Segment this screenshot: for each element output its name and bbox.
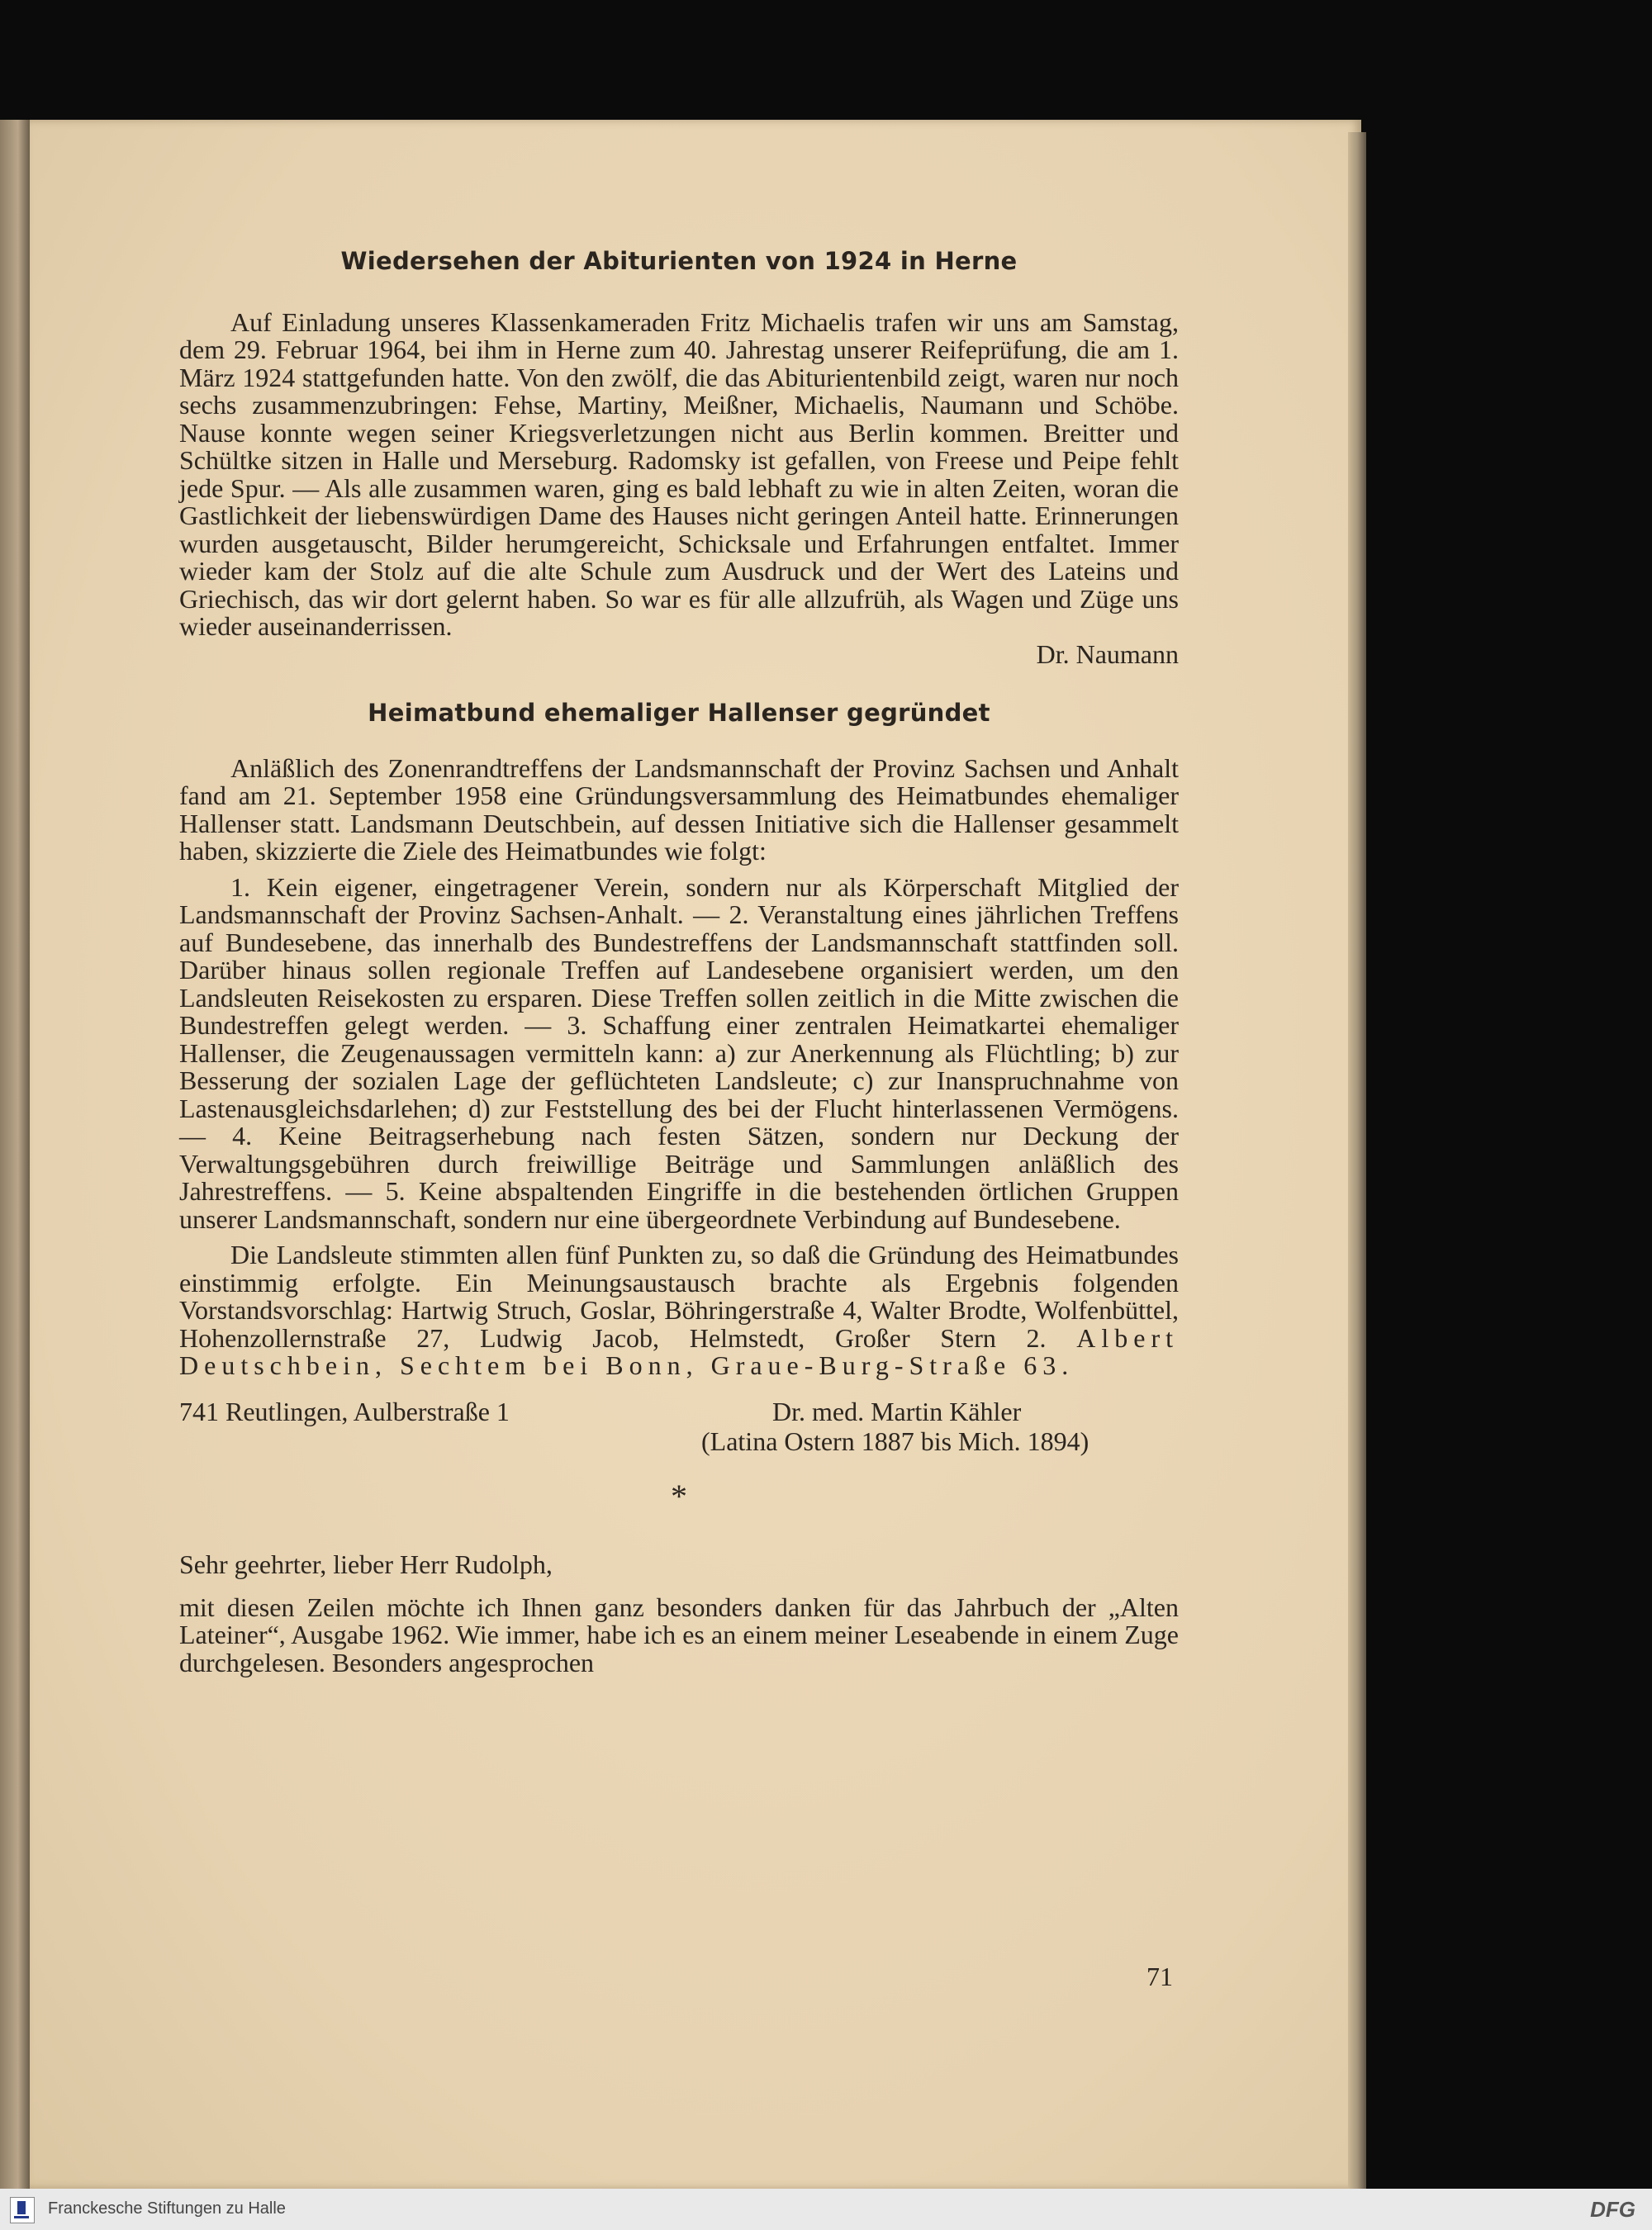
section-separator: * bbox=[671, 1477, 687, 1515]
footer-institution[interactable]: Franckesche Stiftungen zu Halle bbox=[48, 2199, 286, 2218]
left-page-edge bbox=[0, 120, 30, 2189]
article1-title: Wiedersehen der Abiturienten von 1924 in Herne bbox=[340, 247, 1018, 275]
article2-points: 1. Kein eigener, eingetragener Verein, sondern nur als Körperschaft Mitglied der Landsmannschaft der Provinz Sachsen-Anhalt. — 2. Veranstaltung eines jährlichen Treffens auf Bundesebene, das innerhalb des Bundestreffens der Landsmannschaft stattfinden soll. Darüber hinaus sollen regionale Treffen auf Landesebene organisiert werden, um den Landsleuten Reisekosten zu ersparen. Diese Treffen sollen zeitlich in die Mitte zwischen die Bundestreffen gelegt werden. — 3. Schaffung einer zentralen Heimatkartei ehemaliger Hallenser, die Zeugenaussagen vermitteln kann: a) zur Anerkennung als Flüchtling; b) zur Besserung der sozialen Lage der geflüchteten Landsleute; c) zur Inanspruchnahme von Lastenausgleichsdarlehen; d) zur Feststellung des bei der Flucht hinterlassenen Vermögens. — 4. Keine Beitragserhebung nach festen Sätzen, sondern nur Deckung der Verwaltungsgebühren durch freiwillige Beiträge und Sammlungen anläßlich des Jahrestreffens. — 5. Keine abspaltenden Eingriffe in die bestehenden örtlichen Gruppen unserer Landsmannschaft, sondern nur eine übergeordnete Verbindung auf Bundesebene. bbox=[179, 871, 1179, 1234]
article1-body: Auf Einladung unseres Klassenkameraden Fritz Michaelis trafen wir uns am Samstag, dem 29. Februar 1964, bei ihm in Herne zum 40. Jahrestag unserer Reifeprüfung, die am 1. März 1924 stattgefunden hatte. Von den zwölf, die das Abiturientenbild zeigt, waren nur noch sechs zusammenzubringen: Fehse, Martiny, Meißner, Michaelis, Naumann und Schöbe. Nause konnte wegen seiner Kriegsverletzungen nicht aus Berlin kommen. Breitter und Schültke sitzen in Halle und Merseburg. Radomsky ist gefallen, von Freese und Peipe fehlt jede Spur. — Als alle zusammen waren, ging es bald lebhaft zu wie in alten Zeiten, woran die Gastlichkeit der liebenswürdigen Dame des Hauses nicht geringen Anteil hatte. Erinnerungen wurden ausgetauscht, Bilder herumgereicht, Schicksale und Erfahrungen entfaltet. Immer wieder kam der Stolz auf die alte Schule zum Ausdruck und der Wert des Lateins und Griechisch, das wir dort gelernt haben. So war es für alle allzufrüh, als Wagen und Züge uns wieder auseinanderrissen. bbox=[179, 306, 1179, 641]
article2-conclusion bbox=[179, 1241, 1179, 1380]
dfg-logo: DFG bbox=[1590, 2197, 1635, 2222]
article2-address: 741 Reutlingen, Aulberstraße 1 bbox=[179, 1396, 510, 1426]
page-content bbox=[179, 248, 1179, 1677]
letter-salutation: Sehr geehrter, lieber Herr Rudolph, bbox=[179, 1549, 553, 1579]
article2-conclusion-spaced: Albert Deutschbein, Sechtem bei Bonn, Graue-Burg-Straße 63. bbox=[179, 1322, 1180, 1380]
article2-signer-note: (Latina Ostern 1887 bis Mich. 1894) bbox=[701, 1426, 1089, 1456]
article2-intro: Anläßlich des Zonenrandtreffens der Landsmannschaft der Provinz Sachsen und Anhalt fand am 21. September 1958 eine Gründungsversammlung des Heimatbundes ehemaliger Hallenser statt. Landsmann Deutschbein, auf dessen Initiative sich die Hallenser gesammelt haben, skizzierte die Ziele des Heimatbundes wie folgt: bbox=[179, 752, 1179, 866]
article2-signer-name: Dr. med. Martin Kähler bbox=[772, 1396, 1022, 1426]
page-stack-edge bbox=[1348, 132, 1366, 2189]
article2-title: Heimatbund ehemaliger Hallenser gegründet bbox=[368, 699, 990, 727]
article2-conclusion-text: Die Landsleute stimmten allen fünf Punkten zu, so daß die Gründung des Heimatbundes einstimmig erfolgte. Ein Meinungsaustausch brachte als Ergebnis folgenden Vorstandsvorschlag: Hartwig Struch, Goslar, Böhringerstraße 4, Walter Brodte, Wolfenbüttel, Hohenzollernstraße 27, Ludwig Jacob, Helmstedt, Großer Stern 2. bbox=[179, 1240, 1179, 1353]
letter-body: mit diesen Zeilen möchte ich Ihnen ganz besonders danken für das Jahrbuch der „Alten Lateiner“, Ausgabe 1962. Wie immer, habe ich es an einem meiner Leseabende in einem Zuge durchgelesen. Besonders angesprochen bbox=[179, 1592, 1179, 1677]
page-number: 71 bbox=[1146, 1962, 1173, 1991]
article2-signoff bbox=[179, 1398, 1179, 1456]
institution-logo-icon bbox=[10, 2197, 35, 2223]
footer-bar bbox=[0, 2189, 1652, 2230]
article1-signature: Dr. Naumann bbox=[1036, 638, 1179, 669]
